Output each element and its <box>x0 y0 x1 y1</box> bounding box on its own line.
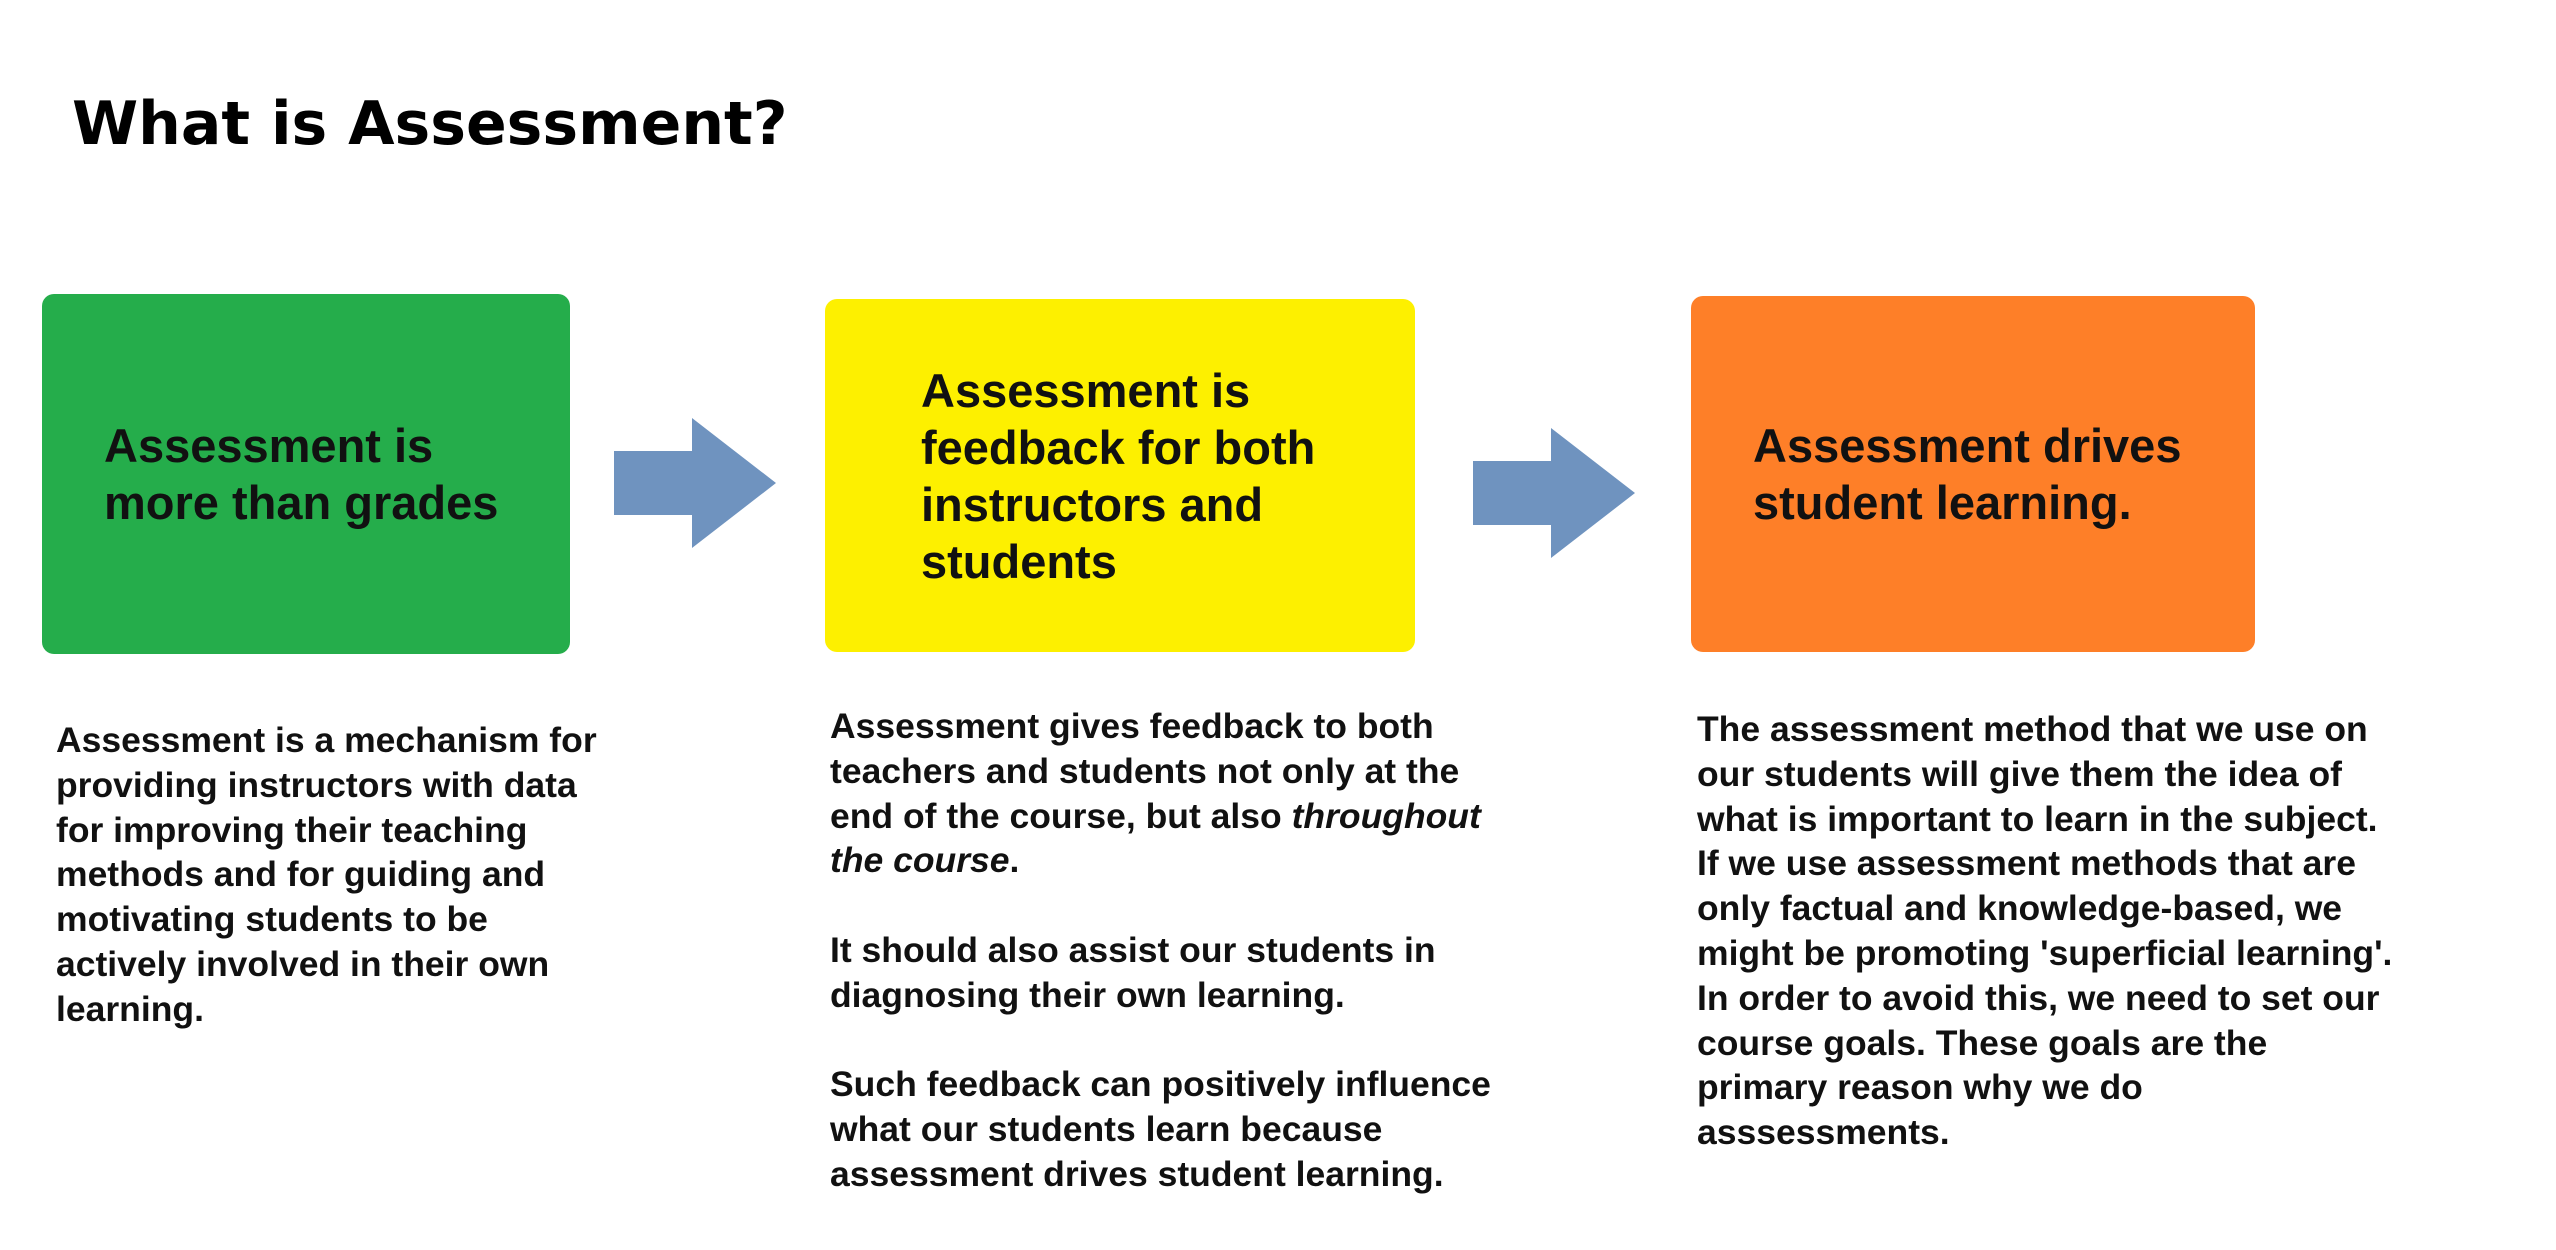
description-text: . <box>1009 840 1020 881</box>
box-more-than-grades <box>42 294 570 654</box>
arrow-right-icon <box>614 418 776 548</box>
box-label: Assessment is more than grades <box>104 419 499 529</box>
box-label: Assessment drives student learning. <box>1753 419 2182 529</box>
box-feedback <box>825 299 1415 652</box>
box-label: Assessment is feedback for both instructors and students <box>921 363 1316 588</box>
description-paragraph <box>830 704 1530 883</box>
description-paragraph: Such feedback can positively influence what our students learn because assessment drives student learning. <box>830 1064 1491 1194</box>
arrow-right-icon <box>1473 428 1635 558</box>
box-drives-learning <box>1691 296 2255 652</box>
description-paragraph: It should also assist our students in diagnosing their own learning. <box>830 929 1436 1015</box>
description-feedback <box>830 704 1530 1197</box>
description-text: Assessment gives feedback to both teachers and students not only at the end of the course, but also <box>830 706 1460 836</box>
description-mechanism <box>56 718 616 1032</box>
description-paragraph: The assessment method that we use on our students will give them the idea of what is important to learn in the subject. If we use assessment methods that are only factual and knowledge-based, we might be promoting 'superficial learning'. In order to avoid this, we need to set our course goals. These goals are the primary reason why we do asssessments. <box>1697 709 2393 1153</box>
emphasis-text: throughout the course <box>830 795 1481 881</box>
description-drives-learning <box>1697 707 2397 1155</box>
description-paragraph: Assessment is a mechanism for providing instructors with data for improving their teaching methods and for guiding and motivating students to be actively involved in their own learning. <box>56 720 597 1029</box>
page-title: What is Assessment? <box>72 89 788 159</box>
